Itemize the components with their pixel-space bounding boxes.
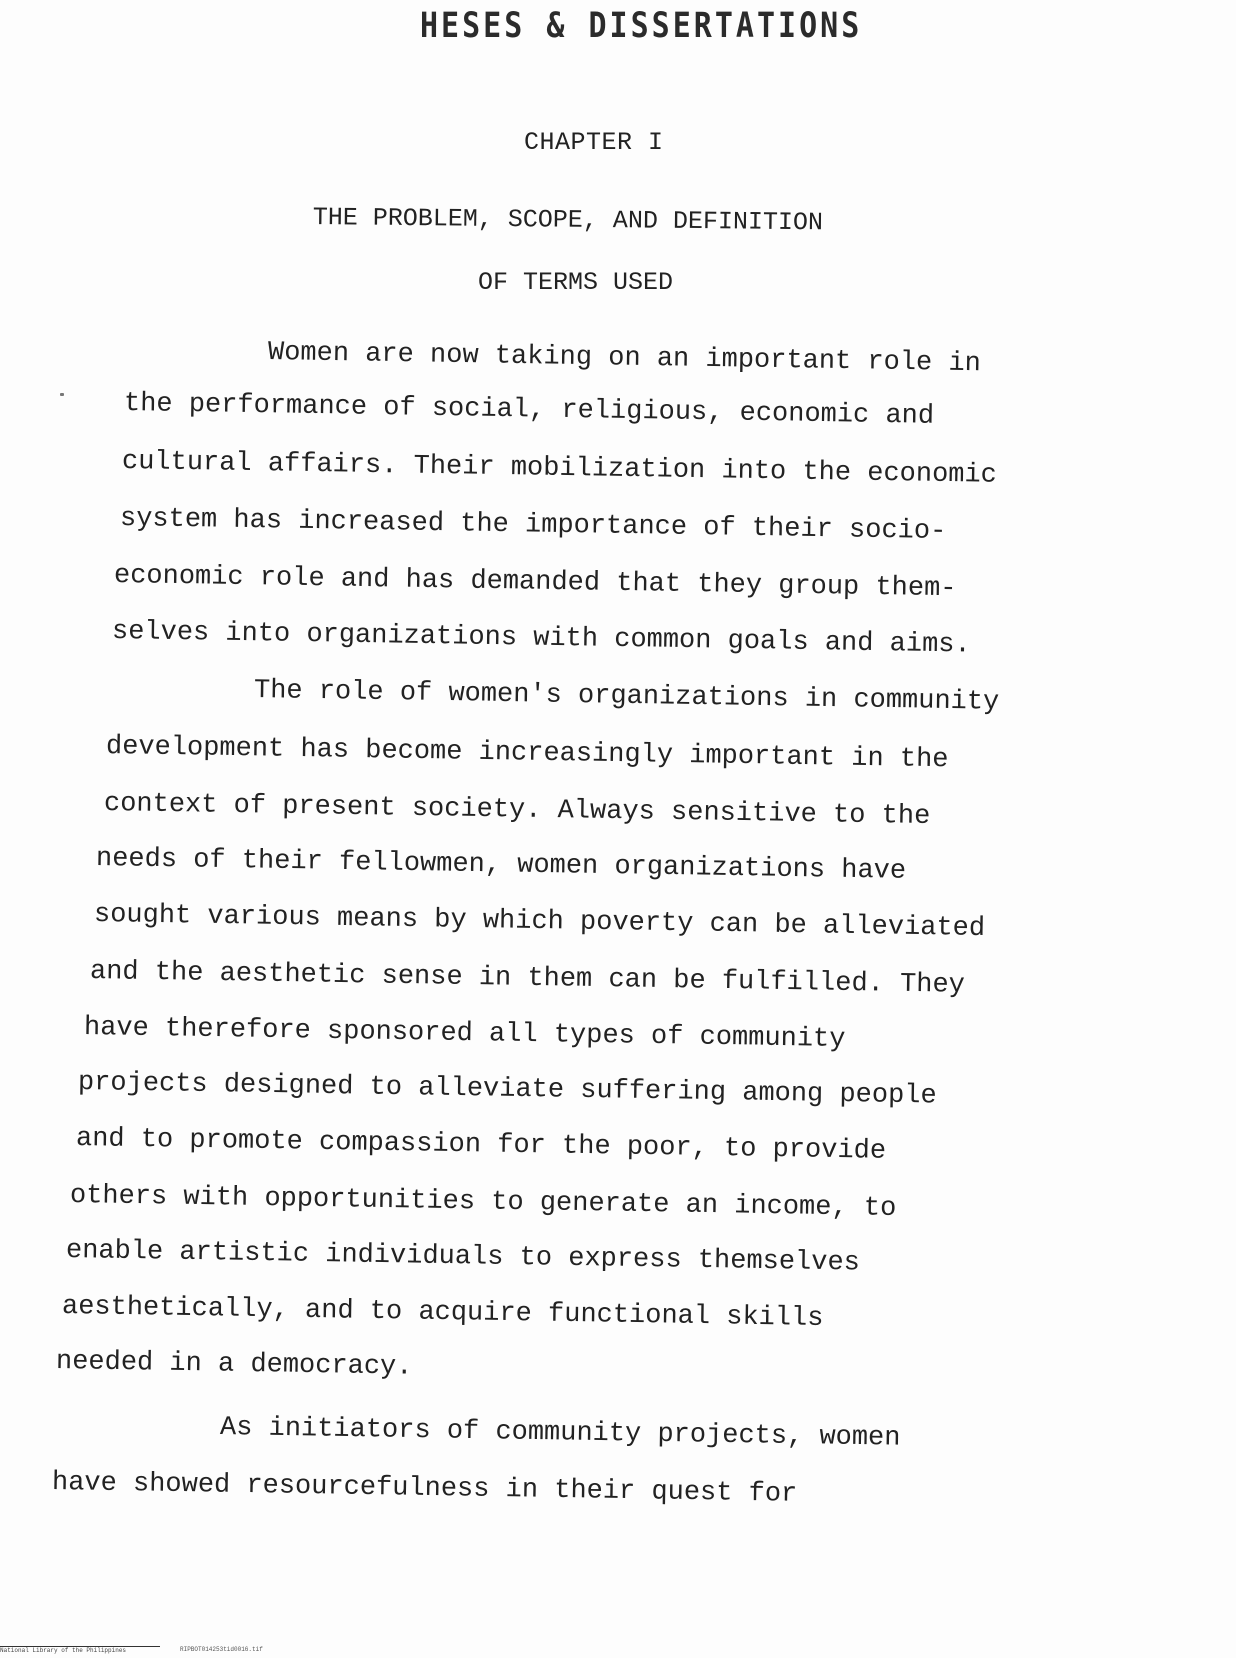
body-line: have therefore sponsored all types of community [83,1013,846,1055]
body-line: As initiators of community projects, women [219,1413,901,1454]
file-id-footer: RIPBOT014253tid0016.tif [180,1646,263,1653]
body-line: needed in a democracy. [55,1347,413,1383]
body-line: projects designed to alleviate suffering among people [77,1068,937,1112]
body-line: and to promote compassion for the poor, to provide [75,1124,887,1167]
library-footer: National Library of the Philippines [0,1646,160,1654]
body-line: sought various means by which poverty can be alleviated [93,900,986,944]
body-line: selves into organizations with common goals and aims. [111,617,971,661]
chapter-heading: CHAPTER I [524,128,664,157]
body-line: and the aesthetic sense in them can be fulfilled. They [89,957,966,1001]
body-line: aesthetically, and to acquire functional skills [61,1292,824,1334]
theses-dissertations-stamp: HESES & DISSERTATIONS [420,6,863,47]
scan-speck [60,393,64,396]
body-line: others with opportunities to generate an income, to [69,1181,897,1224]
body-line: the performance of social, religious, economic and [123,389,935,432]
body-line: cultural affairs. Their mobilization into the economic [121,447,998,491]
body-line: have showed resourcefulness in their quest for [51,1468,798,1510]
body-line: needs of their fellowmen, women organizations have [95,844,907,887]
body-line: development has become increasingly important in the [105,732,949,776]
body-line: economic role and has demanded that they group them- [113,561,957,605]
body-line: The role of women's organizations in community [253,676,1000,718]
body-line: system has increased the importance of their socio- [119,504,947,547]
body-line: enable artistic individuals to express themselves [65,1236,861,1279]
body-line: context of present society. Always sensitive to the [103,789,931,832]
chapter-title-line-2: OF TERMS USED [478,268,674,297]
chapter-title-line-1: THE PROBLEM, SCOPE, AND DEFINITION [312,203,824,238]
body-line: Women are now taking on an important role in [267,338,982,380]
